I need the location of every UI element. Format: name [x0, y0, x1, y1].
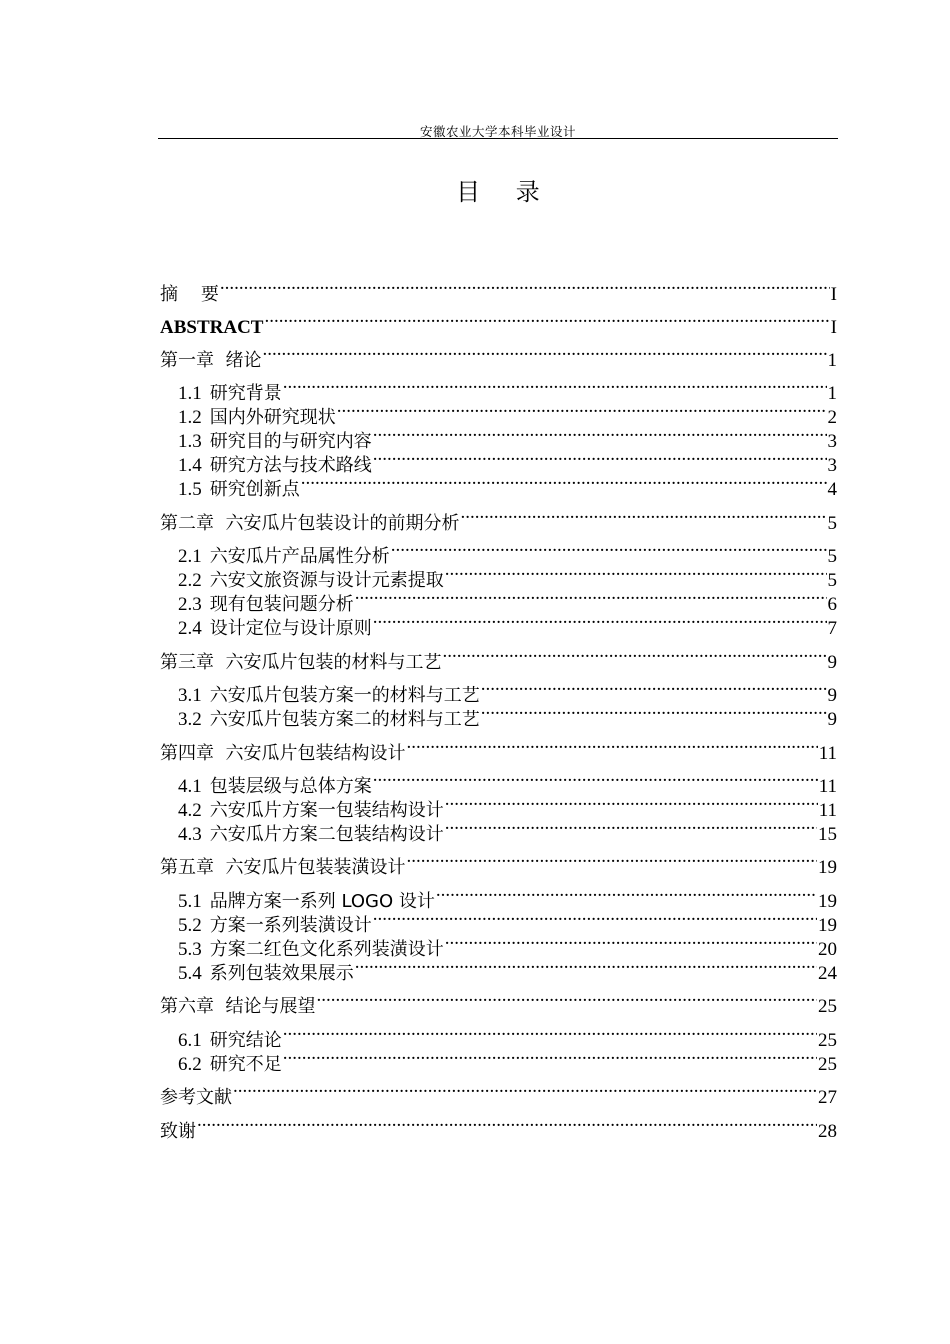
toc-entry-chapter-6[interactable] — [160, 988, 837, 1019]
toc-entry-label: 方案二红色文化系列装潢设计 — [209, 939, 444, 960]
toc-entry-label: 六安瓜片方案一包装结构设计 — [209, 800, 444, 821]
toc-entry-page: 9 — [827, 652, 837, 673]
toc-leader-dots — [373, 610, 827, 634]
toc-entry-chapter-2[interactable] — [160, 505, 837, 536]
toc-entry-label: 致谢 — [160, 1121, 196, 1142]
toc-entry-page: 1 — [827, 383, 837, 404]
toc-entry-page: 20 — [818, 939, 837, 960]
toc-entry-label: 品牌方案一系列 LOGO 设计 — [209, 891, 435, 912]
toc-entry-page: 3 — [827, 455, 837, 476]
toc-leader-dots — [264, 309, 829, 333]
toc-entry-number: 1.5 — [178, 479, 202, 500]
toc-entry-label: 国内外研究现状 — [209, 407, 336, 428]
toc-leader-dots — [445, 931, 817, 955]
toc-entry-abstract-cn[interactable] — [160, 276, 837, 307]
toc-entry-label: 系列包装效果展示 — [209, 963, 354, 984]
toc-entry-page: 5 — [827, 570, 837, 591]
toc-entry-2-4[interactable] — [178, 610, 837, 641]
toc-entry-page: 9 — [827, 709, 837, 730]
toc-entry-label: 六安瓜片包装方案二的材料与工艺 — [209, 709, 480, 730]
toc-entry-page: 25 — [818, 996, 837, 1017]
toc-entry-page: 2 — [827, 407, 837, 428]
toc-entry-number: 2.3 — [178, 594, 202, 615]
toc-entry-abstract-en[interactable] — [160, 309, 837, 340]
toc-entry-acknowledgements[interactable] — [160, 1113, 837, 1144]
toc-entry-number: 3.2 — [178, 709, 202, 730]
toc-entry-chapter-5[interactable] — [160, 849, 837, 880]
toc-entry-page: 5 — [827, 513, 837, 534]
toc-entry-page: 11 — [818, 743, 837, 764]
toc-entry-page: 5 — [827, 546, 837, 567]
toc-entry-label: 包装层级与总体方案 — [209, 776, 372, 797]
toc-entry-page: I — [830, 284, 837, 305]
toc-entry-chapter-1[interactable] — [160, 342, 837, 373]
table-of-contents — [160, 0, 837, 1344]
toc-entry-page: 7 — [827, 618, 837, 639]
toc-entry-references[interactable] — [160, 1079, 837, 1110]
toc-leader-dots — [460, 505, 826, 529]
toc-title: 目 录 — [456, 178, 554, 206]
toc-leader-dots — [373, 423, 827, 447]
toc-entry-number: 4.1 — [178, 776, 202, 797]
toc-entry-label: 第二章 六安瓜片包装设计的前期分析 — [160, 513, 460, 534]
toc-entry-page: 11 — [818, 776, 837, 797]
toc-leader-dots — [373, 447, 827, 471]
toc-entry-page: 6 — [827, 594, 837, 615]
toc-entry-3-2[interactable] — [178, 701, 837, 732]
toc-entry-label: 第六章 结论与展望 — [160, 996, 316, 1017]
toc-leader-dots — [406, 735, 817, 759]
toc-entry-page: 19 — [818, 891, 837, 912]
toc-entry-label: 第三章 六安瓜片包装的材料与工艺 — [160, 652, 442, 673]
toc-entry-label: 研究背景 — [209, 383, 282, 404]
toc-entry-number: 5.3 — [178, 939, 202, 960]
toc-entry-chapter-4[interactable] — [160, 735, 837, 766]
toc-leader-dots — [373, 768, 818, 792]
toc-leader-dots — [197, 1113, 817, 1137]
toc-leader-dots — [233, 1079, 817, 1103]
toc-leader-dots — [436, 883, 817, 907]
toc-entry-page: 15 — [818, 824, 837, 845]
toc-entry-number: 4.3 — [178, 824, 202, 845]
toc-entry-number: 2.2 — [178, 570, 202, 591]
toc-leader-dots — [481, 701, 827, 725]
toc-entry-number: 3.1 — [178, 685, 202, 706]
toc-entry-page: 27 — [818, 1087, 837, 1108]
toc-entry-label: 研究方法与技术路线 — [209, 455, 372, 476]
toc-entry-label: 摘 要 — [160, 284, 219, 305]
toc-entry-page: 1 — [827, 350, 837, 371]
toc-entry-label: 方案一系列装潢设计 — [209, 915, 372, 936]
toc-entry-number: 5.2 — [178, 915, 202, 936]
toc-entry-label: 六安瓜片方案二包装结构设计 — [209, 824, 444, 845]
toc-entry-number: 1.4 — [178, 455, 202, 476]
toc-entry-number: 6.2 — [178, 1054, 202, 1075]
toc-entry-chapter-3[interactable] — [160, 644, 837, 675]
toc-leader-dots — [283, 375, 827, 399]
toc-entry-page: 25 — [818, 1054, 837, 1075]
toc-entry-page: 24 — [818, 963, 837, 984]
toc-entry-page: 9 — [827, 685, 837, 706]
toc-leader-dots — [442, 644, 826, 668]
toc-entry-label: 研究创新点 — [209, 479, 300, 500]
toc-leader-dots — [301, 471, 827, 495]
toc-entry-label: 六安瓜片产品属性分析 — [209, 546, 390, 567]
toc-entry-number: 1.3 — [178, 431, 202, 452]
toc-entry-label: 六安瓜片包装方案一的材料与工艺 — [209, 685, 480, 706]
toc-entry-label: 设计定位与设计原则 — [209, 618, 372, 639]
toc-leader-dots — [481, 677, 827, 701]
toc-entry-number: 1.2 — [178, 407, 202, 428]
running-header: 安徽农业大学本科毕业设计 — [419, 124, 576, 139]
toc-entry-page: 28 — [818, 1121, 837, 1142]
toc-leader-dots — [337, 399, 827, 423]
toc-leader-dots — [220, 276, 830, 300]
toc-entry-label: 现有包装问题分析 — [209, 594, 354, 615]
toc-entry-label: 第一章 绪论 — [160, 350, 262, 371]
toc-entry-5-4[interactable] — [178, 955, 837, 986]
toc-entry-page: I — [830, 317, 837, 338]
toc-leader-dots — [355, 955, 817, 979]
toc-entry-number: 5.4 — [178, 963, 202, 984]
toc-entry-label: 研究不足 — [209, 1054, 282, 1075]
toc-entry-6-2[interactable] — [178, 1046, 837, 1077]
toc-entry-label: 第五章 六安瓜片包装装潢设计 — [160, 857, 406, 878]
toc-entry-page: 11 — [818, 800, 837, 821]
toc-entry-number: 2.1 — [178, 546, 202, 567]
toc-leader-dots — [445, 562, 827, 586]
toc-entry-label: 第四章 六安瓜片包装结构设计 — [160, 743, 406, 764]
toc-entry-label: 六安文旅资源与设计元素提取 — [209, 570, 444, 591]
toc-leader-dots — [445, 792, 818, 816]
toc-leader-dots — [406, 849, 817, 873]
toc-entry-label: 参考文献 — [160, 1087, 232, 1108]
toc-entry-number: 1.1 — [178, 383, 202, 404]
toc-entry-label: 研究结论 — [209, 1030, 282, 1051]
toc-entry-page: 25 — [818, 1030, 837, 1051]
toc-entry-number: 6.1 — [178, 1030, 202, 1051]
toc-entry-label: ABSTRACT — [160, 317, 264, 338]
toc-entry-number: 4.2 — [178, 800, 202, 821]
toc-leader-dots — [355, 586, 827, 610]
toc-leader-dots — [262, 342, 826, 366]
toc-leader-dots — [445, 816, 817, 840]
toc-leader-dots — [391, 538, 827, 562]
toc-leader-dots — [316, 988, 817, 1012]
toc-leader-dots — [283, 1046, 817, 1070]
toc-entry-page: 19 — [818, 915, 837, 936]
toc-entry-4-3[interactable] — [178, 816, 837, 847]
toc-leader-dots — [373, 907, 817, 931]
toc-leader-dots — [283, 1022, 817, 1046]
toc-entry-page: 4 — [827, 479, 837, 500]
toc-entry-1-5[interactable] — [178, 471, 837, 502]
toc-entry-page: 19 — [818, 857, 837, 878]
toc-entry-label: 研究目的与研究内容 — [209, 431, 372, 452]
toc-entry-number: 5.1 — [178, 891, 202, 912]
toc-entry-number: 2.4 — [178, 618, 202, 639]
toc-entry-page: 3 — [827, 431, 837, 452]
